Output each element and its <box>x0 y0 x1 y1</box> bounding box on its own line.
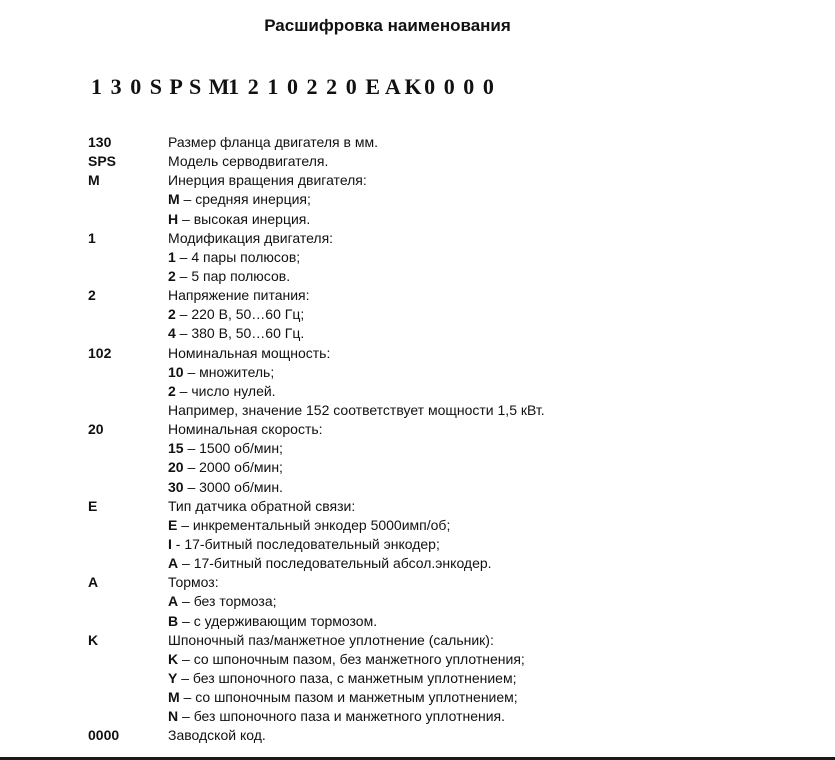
code-char: M <box>208 74 230 99</box>
option-text: Напряжение питания: <box>168 287 310 304</box>
legend-key: 102 <box>88 344 112 361</box>
legend-row <box>88 554 788 573</box>
code-char: S <box>188 74 202 99</box>
option-text: – без шпоночного паза и манжетного уплотнения. <box>178 708 506 725</box>
code-char: A <box>384 74 401 99</box>
legend-key <box>88 516 168 535</box>
legend-description <box>168 286 788 305</box>
option-text: Инерция вращения двигателя: <box>168 172 367 189</box>
legend-description <box>168 190 788 209</box>
option-letter: H <box>168 210 179 227</box>
code-char: 0 <box>345 74 357 99</box>
legend-row <box>88 190 788 209</box>
legend-key <box>88 382 168 401</box>
option-letter: 15 <box>168 440 184 457</box>
option-text: – число нулей. <box>175 382 276 399</box>
legend-description <box>168 420 788 439</box>
legend-key <box>88 458 168 477</box>
option-text: – 380 В, 50…60 Гц. <box>175 325 305 342</box>
legend-key: 130 <box>88 134 112 150</box>
code-char: 3 <box>110 74 122 99</box>
legend-description <box>168 631 788 650</box>
legend-key <box>88 669 168 688</box>
legend-description <box>168 344 788 363</box>
legend-row <box>88 726 788 745</box>
code-char: 0 <box>463 74 475 99</box>
legend-description <box>168 669 788 688</box>
legend-row <box>88 286 788 305</box>
option-text: – 5 пар полюсов. <box>175 267 291 284</box>
option-letter: N <box>168 708 179 725</box>
legend-description <box>168 573 788 592</box>
option-letter: 2 <box>168 382 176 399</box>
model-code <box>91 74 502 100</box>
legend-key <box>88 650 168 669</box>
option-letter: M <box>168 191 180 208</box>
legend-row <box>88 631 788 650</box>
legend-description <box>168 554 788 573</box>
legend-description <box>168 726 788 745</box>
legend-description <box>168 401 788 420</box>
legend-row <box>88 688 788 707</box>
legend-row <box>88 248 788 267</box>
option-text: – множитель; <box>183 363 275 380</box>
code-char: 0 <box>286 74 298 99</box>
option-text: – 17-битный последовательный абсол.энкодер. <box>178 555 492 572</box>
option-text: Модель серводвигателя. <box>168 153 329 170</box>
legend-description <box>168 439 788 458</box>
legend-row <box>88 650 788 669</box>
option-text: – без шпоночного паза, с манжетным уплотнением; <box>177 669 517 686</box>
option-letter: A <box>168 593 179 610</box>
legend-description <box>168 688 788 707</box>
legend-description <box>168 497 788 516</box>
legend-row <box>88 669 788 688</box>
code-char: 0 <box>443 74 455 99</box>
legend-row <box>88 612 788 631</box>
code-char: K <box>404 74 422 99</box>
legend-key: M <box>88 172 100 189</box>
option-text: – инкрементальный энкодер 5000имп/об; <box>177 516 451 533</box>
legend-key: K <box>88 631 99 648</box>
legend-row <box>88 363 788 382</box>
option-letter: 4 <box>168 325 176 342</box>
code-char: 0 <box>424 74 436 99</box>
option-text: - 17-битный последовательный энкодер; <box>171 535 440 552</box>
option-text: – с удерживающим тормозом. <box>178 612 378 629</box>
option-letter: M <box>168 689 180 706</box>
legend-key <box>88 439 168 458</box>
page-title: Расшифровка наименования <box>264 16 511 35</box>
option-text: – без тормоза; <box>178 593 277 610</box>
code-legend <box>88 133 788 746</box>
option-letter: 10 <box>168 363 184 380</box>
legend-description <box>168 458 788 477</box>
option-letter: 2 <box>168 306 176 323</box>
legend-description <box>168 152 788 171</box>
option-text: Размер фланца двигателя в мм. <box>168 134 378 150</box>
option-text: Номинальная мощность: <box>168 344 331 361</box>
legend-row <box>88 382 788 401</box>
legend-row <box>88 267 788 286</box>
legend-row <box>88 535 788 554</box>
legend-row <box>88 401 788 420</box>
legend-key <box>88 688 168 707</box>
legend-description <box>168 210 788 229</box>
legend-key <box>88 401 168 420</box>
legend-row <box>88 324 788 343</box>
option-text: – 3000 об/мин. <box>183 478 283 495</box>
legend-key: 20 <box>88 421 104 438</box>
option-text: Тормоз: <box>168 574 219 591</box>
legend-key <box>88 554 168 573</box>
legend-key <box>88 535 168 554</box>
legend-row <box>88 171 788 190</box>
legend-description <box>168 363 788 382</box>
legend-row <box>88 439 788 458</box>
option-text: – со шпоночным пазом, без манжетного уплотнения; <box>178 650 525 667</box>
legend-key: 1 <box>88 229 96 246</box>
legend-row <box>88 133 788 152</box>
code-char: 0 <box>130 74 142 99</box>
legend-description <box>168 248 788 267</box>
code-char: 2 <box>306 74 318 99</box>
option-text: – 4 пары полюсов; <box>175 248 301 265</box>
legend-key <box>88 363 168 382</box>
option-text: – 2000 об/мин; <box>183 459 283 476</box>
legend-row <box>88 592 788 611</box>
code-char: 2 <box>247 74 259 99</box>
legend-row <box>88 497 788 516</box>
option-text: Номинальная скорость: <box>168 421 323 438</box>
legend-description <box>168 229 788 248</box>
code-char: S <box>149 74 163 99</box>
option-letter: B <box>168 612 179 629</box>
option-letter: Y <box>168 669 178 686</box>
legend-description <box>168 612 788 631</box>
legend-description <box>168 382 788 401</box>
legend-row <box>88 229 788 248</box>
legend-key <box>88 190 168 209</box>
code-char: 1 <box>267 74 279 99</box>
option-text: Например, значение 152 соответствует мощности 1,5 кВт. <box>168 401 545 418</box>
legend-key: 0000 <box>88 727 120 744</box>
legend-key: SPS <box>88 153 117 170</box>
legend-row <box>88 420 788 439</box>
code-char: 1 <box>91 74 102 99</box>
option-text: – высокая инерция. <box>178 210 311 227</box>
option-letter: A <box>168 555 179 572</box>
code-char: 0 <box>482 74 494 99</box>
legend-key: 2 <box>88 287 96 304</box>
legend-row <box>88 344 788 363</box>
legend-row <box>88 707 788 726</box>
legend-description <box>168 650 788 669</box>
legend-description <box>168 516 788 535</box>
legend-description <box>168 171 788 190</box>
legend-description <box>168 324 788 343</box>
legend-row <box>88 305 788 324</box>
legend-key <box>88 707 168 726</box>
option-text: Модификация двигателя: <box>168 229 334 246</box>
legend-row <box>88 478 788 497</box>
legend-key <box>88 324 168 343</box>
legend-key <box>88 305 168 324</box>
option-letter: E <box>168 516 178 533</box>
legend-row <box>88 152 788 171</box>
legend-key <box>88 592 168 611</box>
legend-description <box>168 535 788 554</box>
legend-key <box>88 267 168 286</box>
option-text: – 1500 об/мин; <box>183 440 283 457</box>
option-letter: 30 <box>168 478 184 495</box>
option-text: – со шпоночным пазом и манжетным уплотнением; <box>179 689 518 706</box>
legend-description <box>168 305 788 324</box>
legend-description <box>168 707 788 726</box>
code-char: 2 <box>326 74 338 99</box>
option-text: – средняя инерция; <box>179 191 311 208</box>
legend-description <box>168 267 788 286</box>
legend-row <box>88 210 788 229</box>
option-letter: K <box>168 650 179 667</box>
legend-description <box>168 592 788 611</box>
code-char: P <box>169 74 183 99</box>
legend-key: A <box>88 574 99 591</box>
legend-row <box>88 516 788 535</box>
legend-key <box>88 210 168 229</box>
legend-row <box>88 573 788 592</box>
legend-row <box>88 458 788 477</box>
legend-key <box>88 612 168 631</box>
option-text: Заводской код. <box>168 727 266 744</box>
option-letter: I <box>168 535 172 552</box>
legend-key <box>88 248 168 267</box>
legend-key <box>88 478 168 497</box>
legend-description <box>168 133 788 152</box>
code-char: E <box>365 74 380 99</box>
option-text: Шпоночный паз/манжетное уплотнение (сальник): <box>168 631 494 648</box>
option-letter: 20 <box>168 459 184 476</box>
code-char: 1 <box>228 74 240 99</box>
option-text: Тип датчика обратной связи: <box>168 497 356 514</box>
option-letter: 1 <box>168 248 176 265</box>
option-letter: 2 <box>168 267 176 284</box>
option-text: – 220 В, 50…60 Гц; <box>175 306 305 323</box>
legend-description <box>168 478 788 497</box>
legend-key: E <box>88 497 98 514</box>
